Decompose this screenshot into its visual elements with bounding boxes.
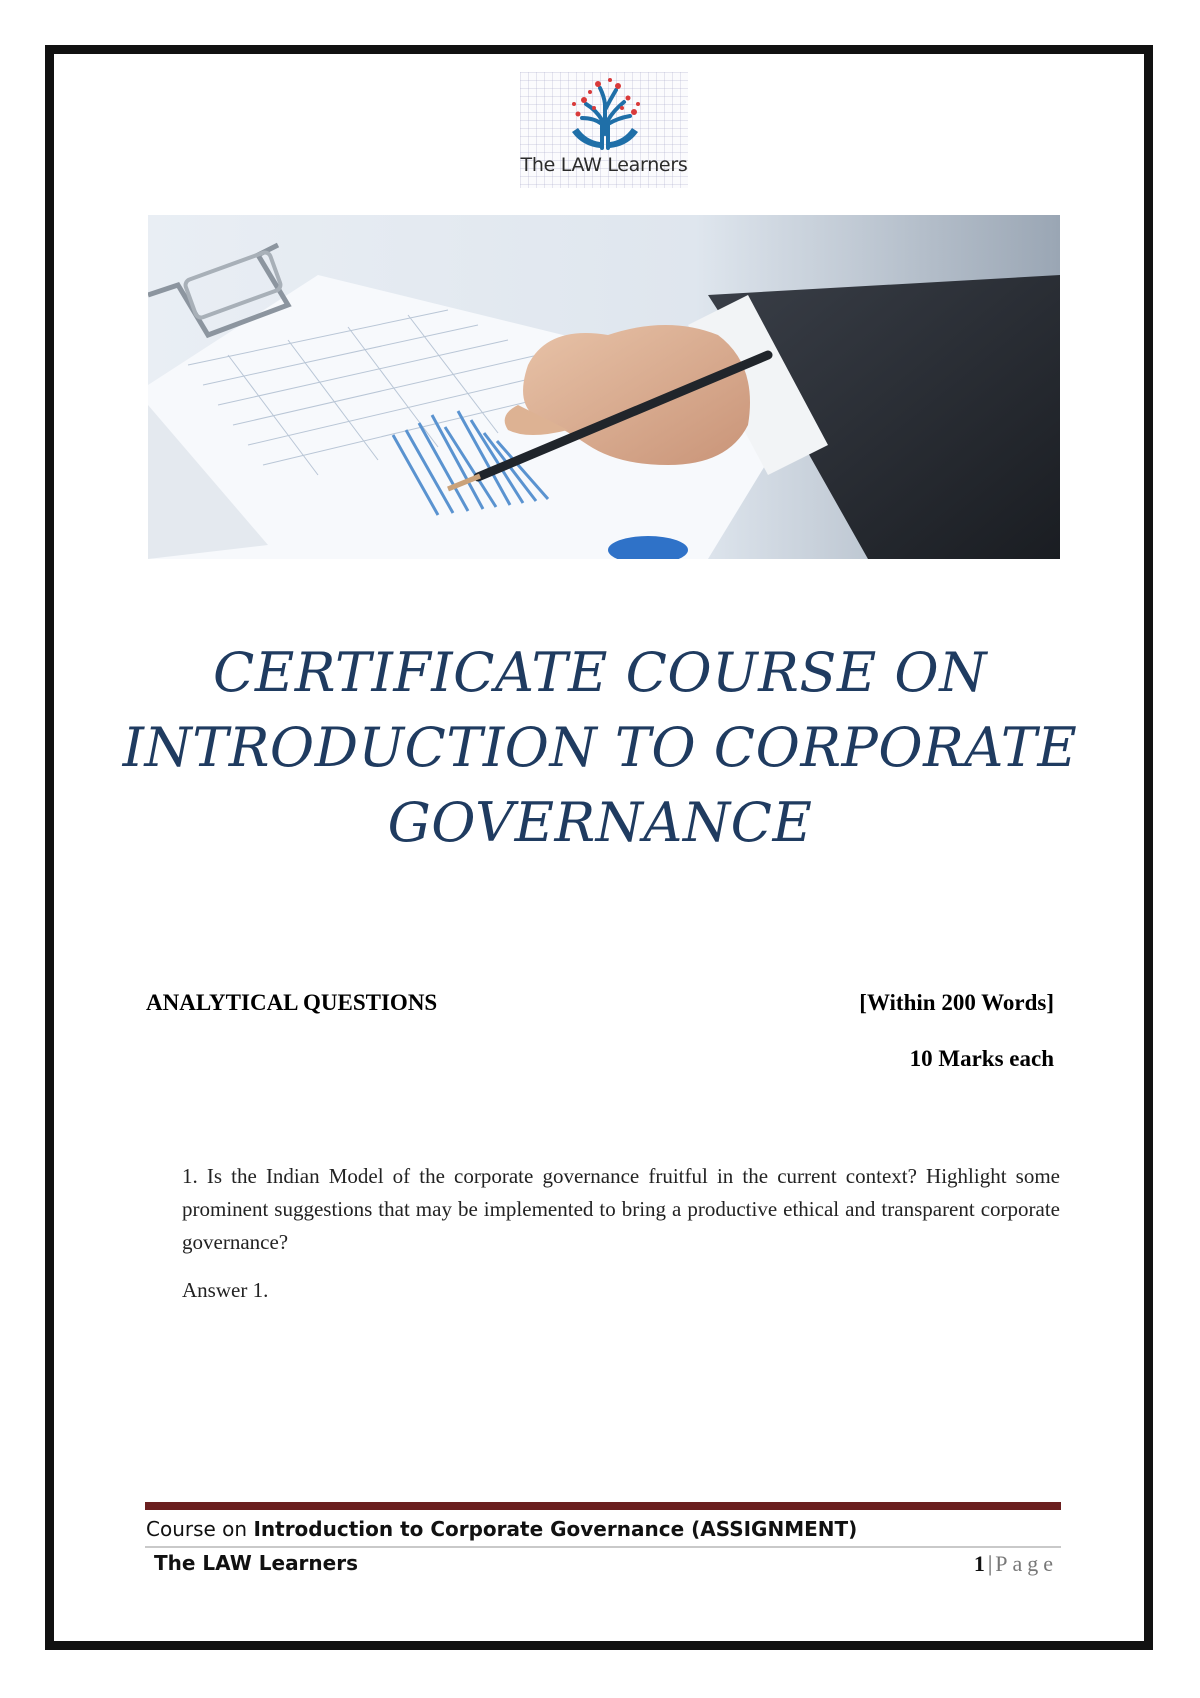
footer-divider <box>145 1502 1061 1510</box>
title-line-2: INTRODUCTION TO CORPORATE <box>122 716 1078 779</box>
hand-pen-chart-photo <box>148 215 1060 559</box>
page-word: Page <box>995 1551 1058 1576</box>
title-line-1: CERTIFICATE COURSE ON <box>213 641 987 704</box>
footer-thin-divider <box>145 1546 1061 1548</box>
title-line-3: GOVERNANCE <box>387 791 813 854</box>
section-heading: ANALYTICAL QUESTIONS <box>146 990 438 1015</box>
answer-label: Answer 1. <box>182 1278 269 1302</box>
page-number <box>974 1551 1058 1577</box>
word-limit: [Within 200 Words] <box>859 990 1054 1015</box>
tree-hands-icon <box>560 74 650 156</box>
question-1: 1. Is the Indian Model of the corporate governance fruitful in the current context? Highlight some prominent suggestions that may be implemented to bring a productive ethical and transparent corporate governance? <box>182 1164 1060 1254</box>
logo <box>520 72 688 188</box>
footer-course-name: Introduction to Corporate Governance (ASSIGNMENT) <box>253 1517 858 1541</box>
footer-course-prefix: Course on <box>146 1517 254 1541</box>
marks-label: 10 Marks each <box>909 1046 1054 1071</box>
page-number-value: 1 <box>973 1551 985 1576</box>
logo-text: The LAW Learners <box>520 154 688 176</box>
footer-course-title <box>146 1517 857 1541</box>
page-separator: | <box>987 1551 993 1576</box>
banner-photo <box>148 215 1060 559</box>
page-title <box>100 635 1100 860</box>
footer-org-name: The LAW Learners <box>154 1551 358 1575</box>
